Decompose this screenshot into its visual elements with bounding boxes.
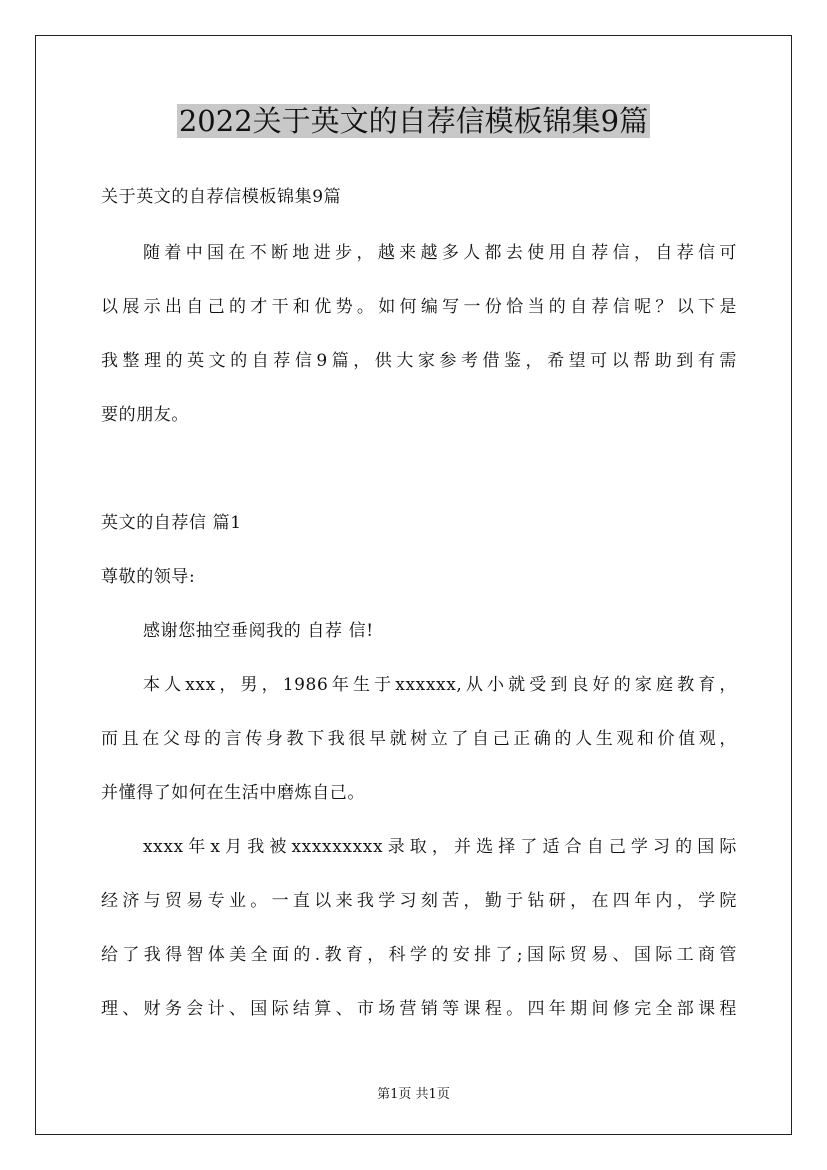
- paragraph-line: 理、财务会计、国际结算、市场营销等课程。四年期间修完全部课程: [101, 999, 737, 1019]
- intro-line: 要的朋友。: [101, 405, 189, 425]
- paragraph-line: 并懂得了如何在生活中磨炼自己。: [101, 783, 365, 803]
- paragraph-line: 经济与贸易专业。一直以来我学习刻苦，勤于钻研，在四年内，学院: [101, 891, 737, 911]
- intro-line: 随着中国在不断地进步，越来越多人都去使用自荐信，自荐信可: [143, 243, 737, 263]
- paragraph-line: xxxx年x月我被xxxxxxxxx录取，并选择了适合自己学习的国际: [143, 837, 737, 857]
- subtitle: 关于英文的自荐信模板锦集9篇: [101, 187, 342, 207]
- intro-line: 我整理的英文的自荐信9篇，供大家参考借鉴，希望可以帮助到有需: [101, 351, 737, 371]
- intro-line: 以展示出自己的才干和优势。如何编写一份恰当的自荐信呢？以下是: [101, 297, 737, 317]
- document-title: 2022关于英文的自荐信模板锦集9篇: [178, 104, 649, 138]
- paragraph-line: 给了我得智体美全面的.教育，科学的安排了;国际贸易、国际工商管: [101, 945, 737, 965]
- page-footer: 第1页 共1页: [377, 1087, 450, 1102]
- thanks-line: 感谢您抽空垂阅我的 自荐 信!: [143, 621, 374, 641]
- document-title-wrap: [0, 100, 827, 142]
- salutation: 尊敬的领导:: [101, 567, 196, 587]
- paragraph-line: 本人xxx，男，1986年生于xxxxxx,从小就受到良好的家庭教育，: [143, 675, 737, 695]
- paragraph-line: 而且在父母的言传身教下我很早就树立了自己正确的人生观和价值观，: [101, 729, 737, 749]
- section-heading: 英文的自荐信 篇1: [101, 513, 242, 533]
